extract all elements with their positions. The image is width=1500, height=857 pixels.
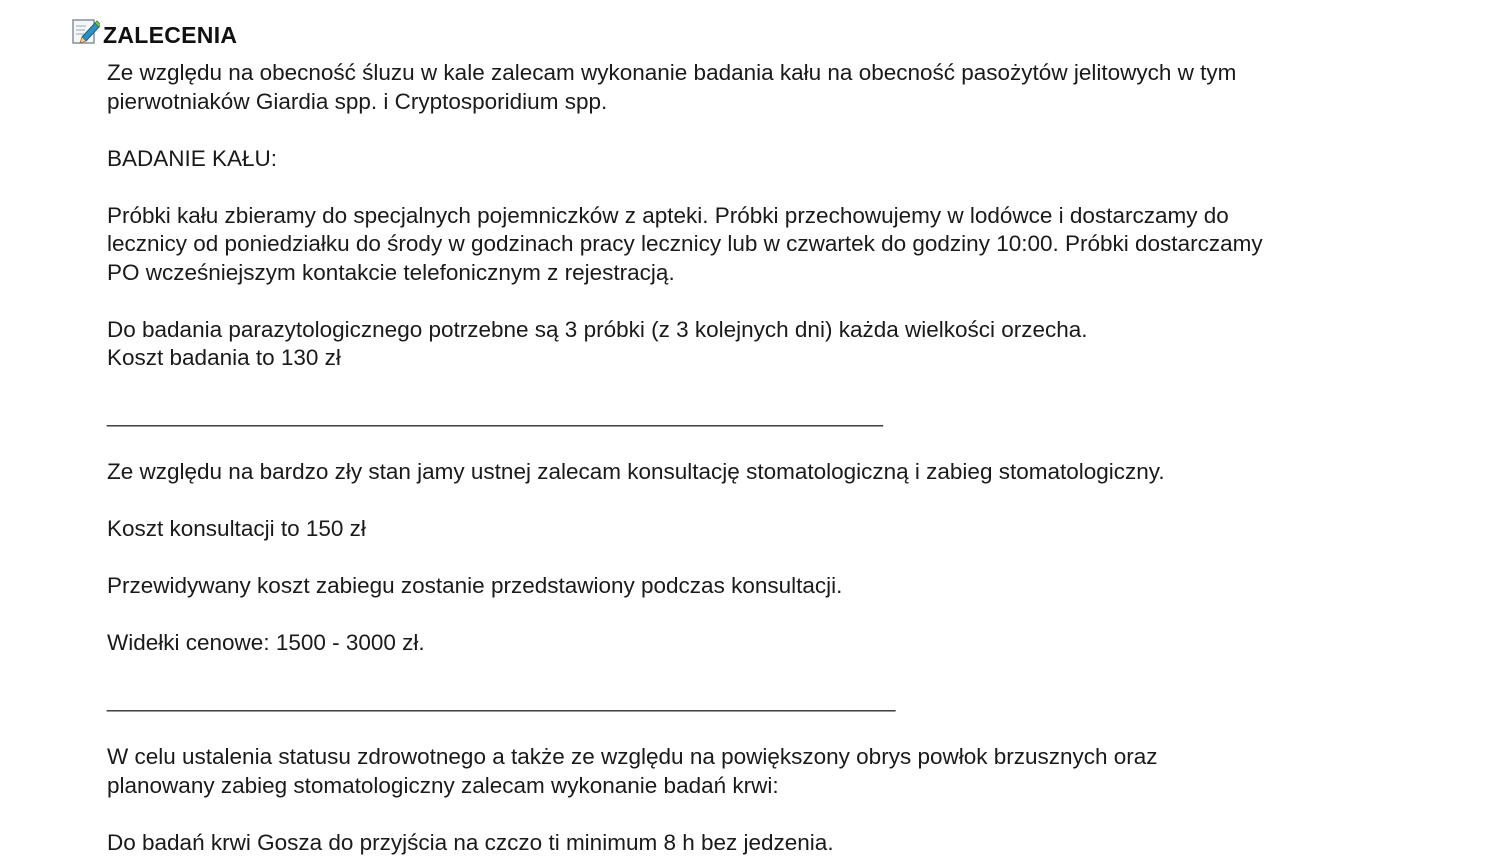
paragraph-line: lecznicy od poniedziałku do środy w godzinach pracy lecznicy lub w czwartek do godziny 10:00. Próbki dostarczamy [107,230,1467,259]
section-subheading: BADANIE KAŁU: [107,145,1467,174]
section-header [72,14,237,48]
page-title: ZALECENIA [103,24,237,47]
paragraph-line: W celu ustalenia statusu zdrowotnego a także ze względu na powiększony obrys powłok brzusznych oraz [107,743,1467,772]
separator-line: _______________________________________________________________ [107,686,1467,715]
paragraph-line: planowany zabieg stomatologiczny zalecam wykonanie badań krwi: [107,772,1467,801]
paragraph-line: Do badań krwi Gosza do przyjścia na czczo ti minimum 8 h bez jedzenia. [107,829,1467,857]
price-range-line: Widełki cenowe: 1500 - 3000 zł. [107,629,1467,658]
cost-line: Koszt badania to 130 zł [107,344,1467,373]
separator-line: ______________________________________________________________ [107,401,1467,430]
paragraph-line: Do badania parazytologicznego potrzebne są 3 próbki (z 3 kolejnych dni) każda wielkości orzecha. [107,316,1467,345]
cost-line: Koszt konsultacji to 150 zł [107,515,1467,544]
paragraph-line: Przewidywany koszt zabiegu zostanie przedstawiony podczas konsultacji. [107,572,1467,601]
paragraph-line: Ze względu na obecność śluzu w kale zalecam wykonanie badania kału na obecność pasożytów jelitowych w tym [107,59,1467,88]
paragraph-line: Próbki kału zbieramy do specjalnych pojemniczków z apteki. Próbki przechowujemy w lodówce i dostarczamy do [107,202,1467,231]
paragraph-line: pierwotniaków Giardia spp. i Cryptosporidium spp. [107,88,1467,117]
paragraph-line: PO wcześniejszym kontakcie telefonicznym z rejestracją. [107,259,1467,288]
paragraph-line: Ze względu na bardzo zły stan jamy ustnej zalecam konsultację stomatologiczną i zabieg stomatologiczny. [107,458,1467,487]
recommendations-body [107,59,1467,857]
edit-note-icon [72,17,100,45]
